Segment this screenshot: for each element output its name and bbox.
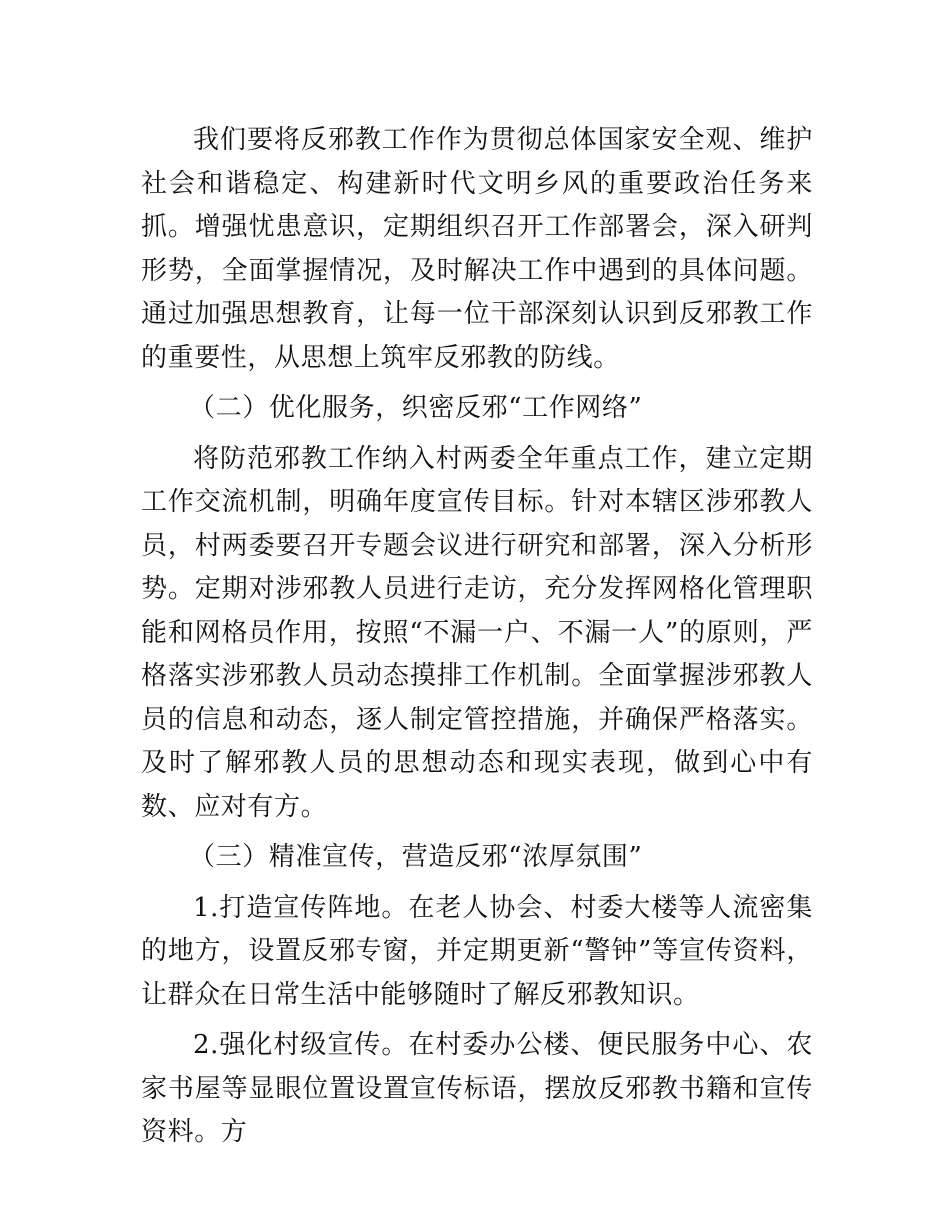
list-item-1: 1.打造宣传阵地。在老人协会、村委大楼等人流密集的地方，设置反邪专窗，并定期更新“警钟”等宣传资料，让群众在日常生活中能够随时了解反邪教知识。 <box>141 892 813 1010</box>
list-item-2: 2.强化村级宣传。在村委办公楼、便民服务中心、农家书屋等显眼位置设置宣传标语，摆放反邪教书籍和宣传资料。方 <box>141 1030 813 1147</box>
section-heading-3: （三）精准宣传，营造反邪“浓厚氛围” <box>189 842 643 872</box>
paragraph-1: 我们要将反邪教工作作为贯彻总体国家安全观、维护社会和谐稳定、构建新时代文明乡风的重要政治任务来抓。增强忧患意识，定期组织召开工作部署会，深入研判形势，全面掌握情况，及时解决工作中遇到的具体问题。通过加强思想教育，让每一位干部深刻认识到反邪教工作的重要性，从思想上筑牢反邪教的防线。 <box>141 125 813 373</box>
document-body <box>141 119 813 1155</box>
section-heading-2: （二）优化服务，织密反邪“工作网络” <box>189 393 643 423</box>
paragraph-2: 将防范邪教工作纳入村两委全年重点工作，建立定期工作交流机制，明确年度宣传目标。针对本辖区涉邪教人员，村两委要召开专题会议进行研究和部署，深入分析形势。定期对涉邪教人员进行走访，充分发挥网格化管理职能和网格员作用，按照“不漏一户、不漏一人”的原则，严格落实涉邪教人员动态摸排工作机制。全面掌握涉邪教人员的信息和动态，逐人制定管控措施，并确保严格落实。及时了解邪教人员的思想动态和现实表现，做到心中有数、应对有方。 <box>141 443 813 822</box>
